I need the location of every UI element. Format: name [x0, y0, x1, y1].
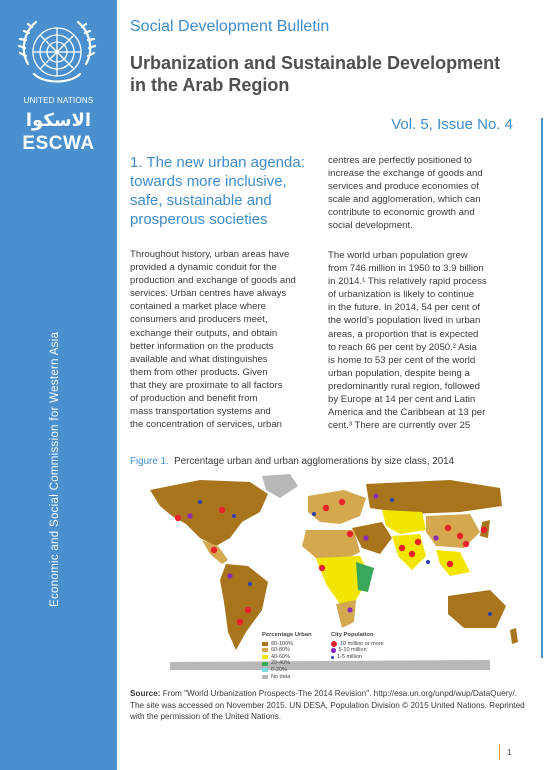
legend-label: 80-100%: [271, 640, 294, 647]
legend-swatch: [262, 655, 268, 659]
legend-item: [262, 654, 312, 661]
section-heading: 1. The new urban agenda: towards more inclusive, safe, sustainable and prosperous societies: [130, 154, 305, 228]
escwa-arabic-logo: الاسكوا: [25, 110, 92, 131]
central-asia: [382, 510, 426, 534]
australia: [448, 590, 506, 628]
legend-item: [262, 674, 312, 681]
figure-source: [130, 688, 530, 723]
un-label: UNITED NATIONS: [23, 96, 94, 105]
new-zealand: [510, 628, 518, 644]
source-text: From "World Urbanization Prospects-The 2014 Revision". http://esa.un.org/unpd/wup/DataQuery/. The site was accessed on November 2015. UN DESA, Population Division © 2015 United Nations. Reprinted with the permission of the United Nations.: [130, 689, 525, 722]
body-column-1: [130, 248, 316, 431]
source-label: Source:: [130, 689, 161, 698]
legend-item: [262, 660, 312, 667]
un-emblem-logo: [14, 12, 100, 98]
east-asia: [426, 514, 480, 548]
legend-dot: [331, 648, 336, 653]
figure-number: Figure 1.: [130, 456, 169, 467]
africa-south: [336, 600, 356, 628]
antarctica: [170, 660, 490, 670]
legend-item: [331, 641, 384, 648]
legend-label: 0-20%: [271, 666, 287, 673]
page-number-tick: [499, 744, 500, 760]
legend-swatch: [262, 648, 268, 652]
south-asia: [392, 534, 426, 570]
south-america: [220, 564, 268, 650]
legend-percentage-urban: [262, 632, 312, 680]
legend-swatch: [262, 662, 268, 666]
legend-label: 20-40%: [271, 660, 290, 667]
north-asia: [366, 480, 502, 514]
sidebar: [0, 0, 117, 770]
legend-title: City Population: [331, 632, 374, 638]
page-number: 1: [507, 748, 512, 757]
legend-item: [262, 647, 312, 654]
legend-item: [262, 667, 312, 674]
body-column-2: [328, 249, 518, 432]
paragraph: centres are perfectly positioned to increase the exchange of goods and services and produce economies of scale and agglomeration, which can contribute to economic growth and social development.: [328, 155, 483, 232]
bulletin-name: Social Development Bulletin: [130, 18, 330, 35]
legend-label: No data: [271, 673, 291, 680]
legend-label: 5-10 million: [338, 647, 367, 654]
legend-item: [331, 654, 384, 661]
europe: [308, 490, 366, 524]
legend-swatch: [262, 668, 268, 672]
organization-name-vertical: Economic and Social Commission for Western Asia: [49, 331, 61, 607]
legend-item: [262, 641, 312, 648]
legend-item: [331, 647, 384, 654]
margin-rule: [541, 118, 543, 658]
legend-swatch: [262, 675, 268, 679]
africa-east: [356, 562, 374, 592]
legend-dot: [331, 641, 337, 647]
legend-label: 10 million or more: [340, 640, 384, 647]
paragraph: Throughout history, urban areas have provided a dynamic conduit for the production and exchange of goods and services. Urban centres have always contained a market place where consumers and producers meet, exchange their outputs, and obtain better information on the products available and what distinguishes them from other products. Given that they are proximate to all factors of production and benefit from mass transportation systems and the concentration of services, urban: [130, 249, 296, 431]
legend-dot: [331, 656, 334, 659]
page-title: Urbanization and Sustainable Development in the Arab Region: [130, 53, 501, 95]
legend-label: 40-60%: [271, 653, 290, 660]
paragraph: The world urban population grew from 746 million in 1950 to 3.9 billion in 2014.¹ This relatively rapid process of urbanization is likely to continue in the future. In 2014, 54 per cent of the world’s population lived in urban areas, a proportion that is expected to reach 66 per cent by 2050.² Asia is home to 53 per cent of the world urban population, despite being a predominantly rural region, followed by Europe at 14 per cent and Latin America and the Caribbean at 13 per cent.³ There are currently over 25: [328, 250, 487, 432]
body-column-2-top: [328, 154, 518, 233]
figure-title: Percentage urban and urban agglomerations by size class, 2014: [174, 456, 455, 467]
legend-title: Percentage Urban: [262, 632, 312, 638]
legend-label: 1-5 million: [337, 653, 363, 660]
legend-label: 60-80%: [271, 647, 290, 654]
escwa-logo: ESCWA: [22, 133, 95, 154]
legend-city-population: [331, 632, 384, 660]
issue-number: Vol. 5, Issue No. 4: [391, 116, 513, 133]
legend-swatch: [262, 642, 268, 646]
figure-caption: [130, 456, 454, 467]
north-america: [150, 480, 268, 546]
